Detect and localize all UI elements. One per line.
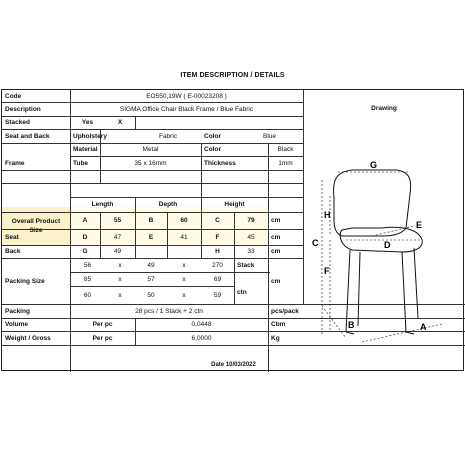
drawing-letter-g: G: [370, 160, 378, 170]
packing-size-label: Packing Size: [5, 277, 45, 285]
overall-a-value: 55: [113, 217, 122, 224]
packing-row-3-length: 60: [83, 291, 92, 299]
back-label: Back: [5, 248, 21, 255]
material-value: Metal: [142, 146, 159, 153]
weight-label: Weight / Gross: [5, 334, 51, 342]
code-value: EO550,19W ( E-00023208 ): [146, 92, 227, 100]
seat-label: Seat: [5, 233, 19, 241]
tube-label: Tube: [73, 159, 89, 167]
drawing-letter-a: A: [420, 322, 427, 332]
packing-size-unit: cm: [271, 277, 281, 285]
overall-c-letter: C: [215, 217, 220, 224]
stacked-label: Stacked: [5, 119, 30, 126]
packing-row-1-width: 49: [147, 261, 155, 269]
volume-per: Per pc: [92, 321, 113, 328]
packing-row-2-length: 85: [83, 275, 92, 283]
thickness-label: Thickness: [204, 159, 236, 167]
packing-ctn-label: ctn: [237, 288, 247, 296]
footer-date: Date 10/03/2022: [211, 362, 256, 368]
seat-unit: cm: [271, 233, 281, 241]
packing-row-2-x1: x: [118, 275, 122, 283]
packing-unit: pcs/pack: [271, 307, 299, 315]
packing-stack-label: Stack: [237, 261, 255, 269]
upholstery-label: Upholstery: [73, 132, 107, 140]
volume-value: 0,0448: [191, 321, 212, 328]
seat-f-value: 45: [247, 233, 255, 241]
overall-b-value: 60: [180, 217, 188, 224]
drawing-label: Drawing: [371, 104, 397, 112]
chair-outline: [334, 170, 423, 334]
overall-size-label: Overall Product Size: [11, 218, 61, 234]
code-label: Code: [5, 92, 22, 100]
back-g-value: 49: [113, 248, 122, 255]
packing-row-1-height: 270: [212, 261, 223, 269]
seat-e-value: 41: [180, 233, 188, 241]
drawing-letter-d: D: [384, 240, 391, 250]
packing-row-1-x2: x: [182, 261, 186, 269]
dimension-lines: [322, 172, 442, 342]
back-unit: cm: [271, 248, 281, 255]
volume-label: Volume: [5, 321, 28, 328]
packing-row-3-x1: x: [118, 291, 122, 299]
back-h-letter: H: [215, 248, 220, 255]
packing-value: 28 pcs / 1 Stack + 2 ctn: [135, 307, 203, 315]
frame-label: Frame: [5, 159, 25, 167]
drawing-letter-f: F: [324, 266, 330, 276]
weight-value: 6,0000: [191, 334, 212, 342]
drawing-letter-h: H: [324, 210, 331, 220]
depth-header: Depth: [158, 201, 178, 208]
chair-drawing: [302, 110, 462, 370]
height-header: Height: [224, 201, 245, 208]
overall-a-letter: A: [82, 217, 88, 224]
seat-back-label: Seat and Back: [5, 132, 50, 140]
packing-label: Packing: [5, 307, 30, 315]
drawing-letter-b: B: [348, 320, 355, 330]
description-label: Description: [5, 105, 41, 113]
seat-d-value: 47: [113, 233, 122, 241]
description-value: SIGMA Office Chair Black Frame / Blue Fabric: [119, 105, 254, 113]
tube-value: 35 x 16mm: [134, 159, 167, 167]
upholstery-value: Fabric: [158, 132, 178, 140]
back-g-letter: G: [82, 248, 88, 255]
packing-row-1-x1: x: [118, 261, 122, 269]
stacked-check: X: [117, 119, 123, 126]
drawing-letter-c: C: [312, 238, 319, 248]
frame-color-value: Black: [277, 146, 294, 153]
stacked-yes: Yes: [81, 119, 94, 126]
seat-d-letter: D: [82, 233, 88, 241]
weight-unit: Kg: [271, 334, 280, 342]
seat-color-value: Blue: [262, 132, 276, 140]
frame-color-label: Color: [204, 146, 221, 153]
packing-row-3-x2: x: [182, 291, 186, 299]
packing-row-2-width: 57: [147, 275, 155, 283]
material-label: Material: [73, 146, 98, 153]
seat-f-letter: F: [215, 233, 220, 241]
packing-row-1-length: 56: [83, 261, 92, 269]
thickness-value: 1mm: [278, 159, 293, 167]
overall-c-value: 79: [247, 217, 255, 224]
length-header: Length: [91, 201, 114, 208]
weight-per: Per pc: [92, 334, 113, 342]
packing-row-2-height: 69: [213, 275, 222, 283]
page-title: ITEM DESCRIPTION / DETAILS: [180, 72, 285, 79]
packing-row-3-height: 59: [213, 291, 222, 299]
seat-e-letter: E: [148, 233, 154, 241]
overall-unit: cm: [271, 217, 281, 224]
packing-row-3-width: 50: [147, 291, 155, 299]
packing-row-2-x2: x: [182, 275, 186, 283]
volume-unit: Cbm: [271, 321, 286, 328]
seat-color-label: Color: [204, 132, 221, 140]
drawing-letter-e: E: [416, 220, 423, 230]
overall-b-letter: B: [148, 217, 154, 224]
back-h-value: 33: [247, 248, 255, 255]
